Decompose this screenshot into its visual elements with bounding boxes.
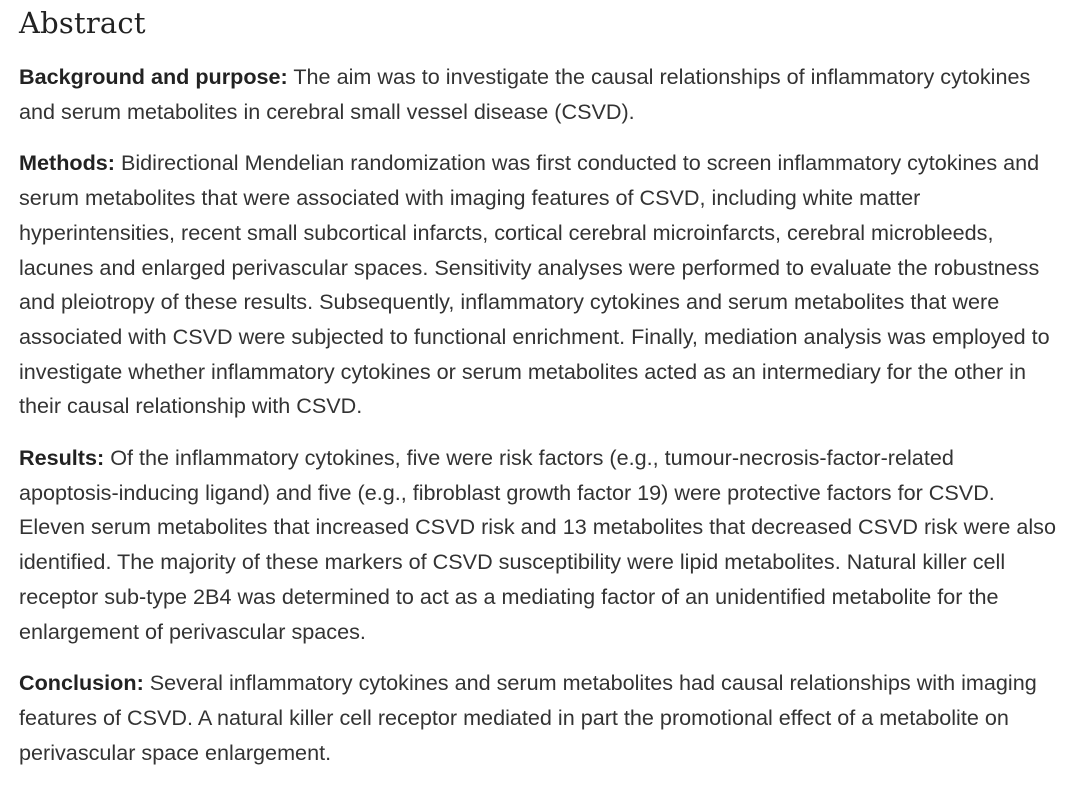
- methods-text: Bidirectional Mendelian randomization was first conducted to screen inflammatory cytokines and serum metabolites that were associated with imaging features of CSVD, including white matter hyperintensities, recent small subcortical infarcts, cortical cerebral microinfarcts, cerebral microbleeds, lacunes and enlarged perivascular spaces. Sensitivity analyses were performed to evaluate the robustness and pleiotropy of these results. Subsequently, inflammatory cytokines and serum metabolites that were associated with CSVD were subjected to functional enrichment. Finally, mediation analysis was employed to investigate whether inflammatory cytokines or serum metabolites acted as an intermediary for the other in their causal relationship with CSVD.: [19, 150, 1050, 419]
- background-section: [19, 60, 1059, 129]
- methods-section: [19, 146, 1059, 424]
- abstract-heading: Abstract: [19, 6, 146, 40]
- conclusion-text: Several inflammatory cytokines and serum metabolites had causal relationships with imaging features of CSVD. A natural killer cell receptor mediated in part the promotional effect of a metabolite on perivascular space enlargement.: [19, 670, 1037, 765]
- background-text: The aim was to investigate the causal relationships of inflammatory cytokines and serum metabolites in cerebral small vessel disease (CSVD).: [19, 64, 1031, 124]
- methods-label: Methods:: [19, 150, 115, 176]
- results-label: Results:: [19, 445, 105, 471]
- background-label: Background and purpose:: [19, 64, 288, 89]
- results-text: Of the inflammatory cytokines, five were risk factors (e.g., tumour-necrosis-factor-related apoptosis-inducing ligand) and five (e.g., fibroblast growth factor 19) were protective factors for CSVD. Eleven serum metabolites that increased CSVD risk and 13 metabolites that decreased CSVD risk were also identified. The majority of these markers of CSVD susceptibility were lipid metabolites. Natural killer cell receptor sub-type 2B4 was determined to act as a mediating factor of an unidentified metabolite for the enlargement of perivascular spaces.: [19, 445, 1056, 644]
- results-section: [19, 441, 1059, 649]
- conclusion-label: Conclusion:: [19, 670, 144, 696]
- conclusion-section: [19, 666, 1059, 770]
